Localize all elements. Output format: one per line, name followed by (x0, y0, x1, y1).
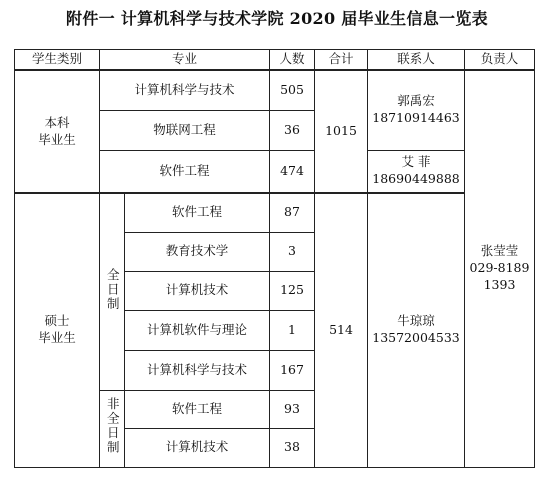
contact-name: 艾 菲 (401, 154, 431, 170)
parttime-label: 非全日制 (105, 397, 121, 456)
count-cell: 87 (270, 193, 315, 232)
header-owner: 负责人 (465, 50, 535, 71)
major-cell: 软件工程 (125, 193, 270, 232)
fulltime-label: 全日制 (105, 267, 121, 312)
major-cell: 物联网工程 (100, 110, 270, 150)
header-total: 合计 (315, 50, 368, 71)
category-master (15, 193, 100, 467)
category-undergrad-line2: 毕业生 (38, 131, 76, 147)
major-cell: 软件工程 (125, 390, 270, 428)
table-row (15, 193, 535, 232)
major-cell: 教育技术学 (125, 232, 270, 271)
major-cell: 软件工程 (100, 150, 270, 193)
total-undergrad: 1015 (315, 70, 368, 193)
count-cell: 125 (270, 271, 315, 310)
contact-undergrad-1 (368, 70, 465, 150)
count-cell: 36 (270, 110, 315, 150)
count-cell: 38 (270, 428, 315, 467)
contact-name: 牛琼琼 (397, 313, 435, 329)
owner-cell (465, 70, 535, 467)
header-row (15, 50, 535, 71)
major-cell: 计算机科学与技术 (100, 70, 270, 110)
graduate-info-table (14, 49, 535, 468)
header-major: 专业 (100, 50, 270, 71)
contact-phone: 18690449888 (372, 171, 460, 187)
count-cell: 93 (270, 390, 315, 428)
owner-phone-line1: 029-8189 (469, 260, 530, 276)
count-cell: 474 (270, 150, 315, 193)
fulltime-label-cell (100, 193, 125, 390)
major-cell: 计算机科学与技术 (125, 350, 270, 390)
category-undergrad-line1: 本科 (44, 114, 70, 130)
table-row (15, 70, 535, 110)
header-count: 人数 (270, 50, 315, 71)
contact-phone: 13572004533 (372, 330, 460, 346)
major-cell: 计算机技术 (125, 428, 270, 467)
contact-master (368, 193, 465, 467)
major-cell: 计算机技术 (125, 271, 270, 310)
count-cell: 505 (270, 70, 315, 110)
count-cell: 1 (270, 310, 315, 350)
category-master-line1: 硕士 (44, 313, 70, 329)
contact-phone: 18710914463 (372, 110, 460, 126)
category-undergrad (15, 70, 100, 193)
count-cell: 3 (270, 232, 315, 271)
contact-undergrad-2 (368, 150, 465, 193)
header-contact: 联系人 (368, 50, 465, 71)
category-master-line2: 毕业生 (38, 330, 76, 346)
owner-name: 张莹莹 (480, 243, 519, 259)
total-master: 514 (315, 193, 368, 467)
major-cell: 计算机软件与理论 (125, 310, 270, 350)
owner-phone-line2: 1393 (483, 277, 516, 293)
contact-name: 郭禹宏 (397, 93, 435, 109)
document-title: 附件一 计算机科学与技术学院 2020 届毕业生信息一览表 (66, 9, 488, 28)
count-cell: 167 (270, 350, 315, 390)
header-category: 学生类别 (15, 50, 100, 71)
parttime-label-cell (100, 390, 125, 467)
